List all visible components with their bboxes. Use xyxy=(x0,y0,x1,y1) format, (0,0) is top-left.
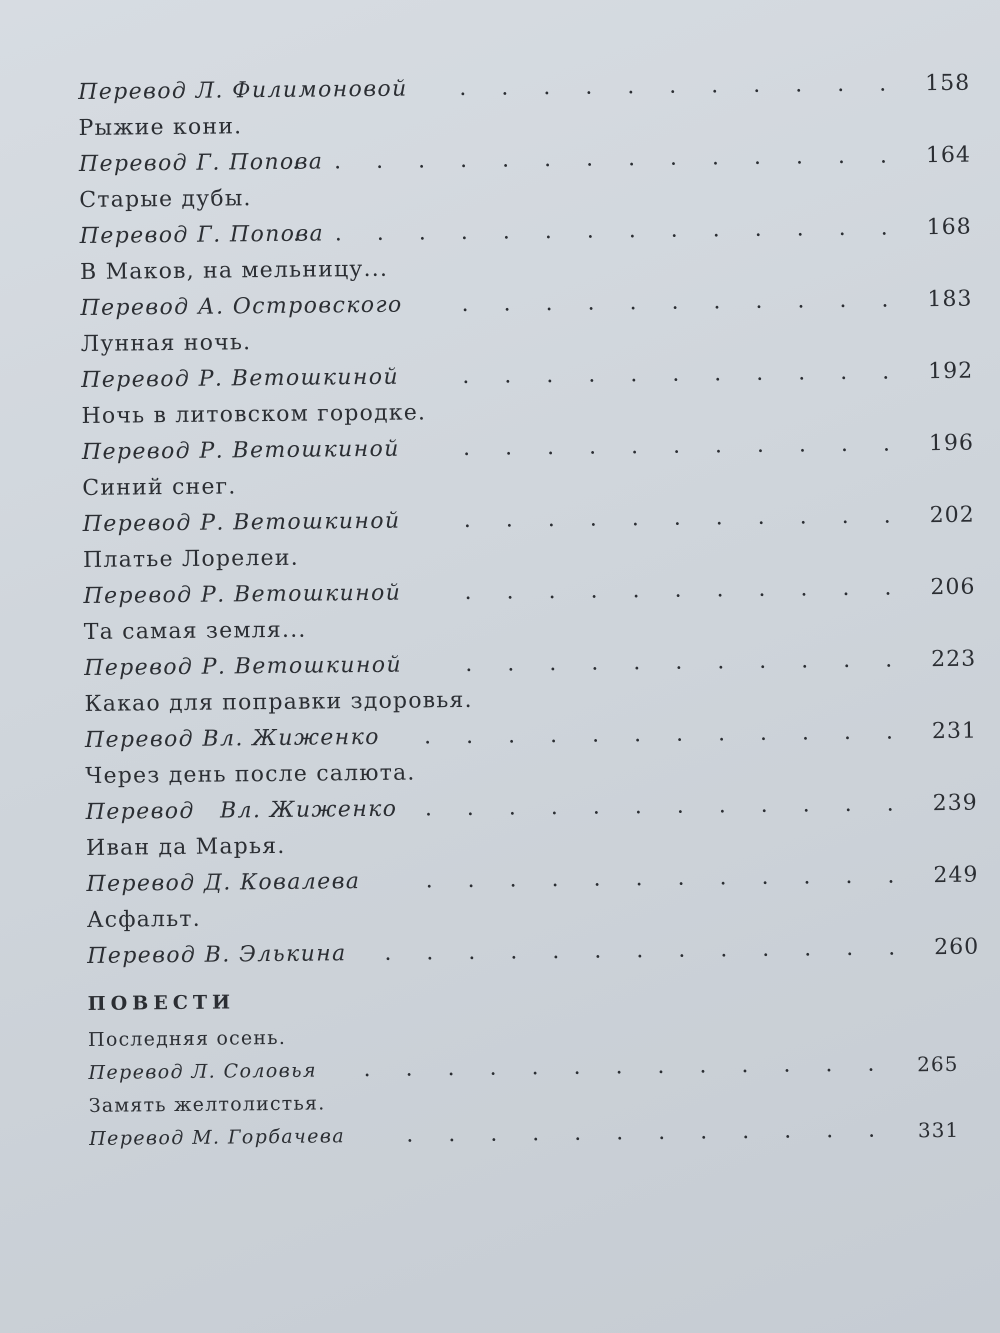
translator-line xyxy=(87,929,979,976)
leader-dots: . . . . . . . . . . . xyxy=(462,359,904,389)
story-title: Синий снег. xyxy=(82,474,237,501)
toc-entry xyxy=(81,391,974,472)
toc-entry xyxy=(78,103,971,184)
translator: Перевод Л. Филимоновой xyxy=(78,76,408,105)
page-number: 249 xyxy=(933,862,979,889)
page-number: 206 xyxy=(930,574,976,601)
leader-dots: . . . . . . . . . . . xyxy=(461,287,903,317)
page-number: 158 xyxy=(925,70,971,97)
toc-entry xyxy=(83,535,976,616)
story-title: Старые дубы. xyxy=(79,186,252,213)
page-number: 239 xyxy=(932,790,978,817)
translator: Перевод Д. Ковалева xyxy=(86,869,361,897)
toc-entry xyxy=(86,823,979,904)
leader-dots: . . . . . . . . . . . . xyxy=(424,791,908,822)
page-number: 231 xyxy=(931,718,978,745)
translator: Перевод Г. Попова xyxy=(79,221,325,249)
story-title: Та самая земля... xyxy=(83,617,307,645)
page-number: 223 xyxy=(931,646,977,673)
leader-dots: . . . . . . . . . . . xyxy=(465,647,907,677)
story-title: Замять желтолистья. xyxy=(88,1092,326,1117)
toc-entry xyxy=(82,463,975,544)
toc-entry xyxy=(81,319,974,400)
leader-dots: . . . . . . . . . . . xyxy=(464,575,906,605)
page-number: 331 xyxy=(917,1117,960,1143)
story-title: Асфальт. xyxy=(86,906,202,933)
translator: Перевод Л. Соловья xyxy=(88,1059,318,1084)
story-title: В Маков, на мельницу... xyxy=(79,256,389,285)
page-number: 202 xyxy=(929,502,975,529)
toc-entry xyxy=(84,607,977,688)
story-title: Иван да Марья. xyxy=(85,833,286,861)
leader-dots: . . . . . . . . . . . . xyxy=(423,719,908,750)
leader-dots: . . . . . . . . . . . . . . . xyxy=(292,215,902,247)
translator: Перевод Р. Ветошкиной xyxy=(81,436,400,465)
leader-dots: . . . . . . . . . . . . . . . xyxy=(291,143,902,175)
toc-entry xyxy=(84,679,977,760)
translator: Перевод Р. Ветошкиной xyxy=(84,652,403,681)
translator: Перевод Вл. Жиженко xyxy=(85,796,398,825)
translator: Перевод Вл. Жиженко xyxy=(84,724,380,753)
toc-entry xyxy=(80,247,973,328)
leader-dots: . . . . . . . . . . . . xyxy=(425,863,909,894)
toc-entry xyxy=(88,1015,981,1090)
story-title: Какао для поправки здоровья. xyxy=(84,687,473,717)
section-heading: ПОВЕСТИ xyxy=(87,991,236,1015)
translator: Перевод Р. Ветошкиной xyxy=(83,580,402,609)
leader-dots: . . . . . . . . . . . xyxy=(463,503,905,533)
toc-entry xyxy=(87,895,980,976)
page-number: 265 xyxy=(917,1051,959,1077)
story-title: Платье Лорелеи. xyxy=(82,545,300,573)
page-number: 260 xyxy=(934,934,980,961)
toc-entry xyxy=(79,175,972,256)
leader-dots: . . . . . . . . . . . xyxy=(462,431,905,461)
toc-entry xyxy=(85,751,978,832)
translator: Перевод М. Горбачева xyxy=(89,1125,346,1150)
story-title: Последняя осень. xyxy=(88,1026,287,1051)
story-title: Лунная ночь. xyxy=(80,330,252,357)
page-number: 196 xyxy=(928,430,975,457)
leader-dots: . . . . . . . . . . . xyxy=(459,71,901,102)
page-number: 168 xyxy=(926,214,972,241)
story-title: Рыжие кони. xyxy=(78,114,243,141)
story-title: Ночь в литовском городке. xyxy=(81,400,427,429)
translator: Перевод Р. Ветошкиной xyxy=(81,364,400,393)
leader-dots: . . . . . . . . . . . . . xyxy=(363,1051,889,1083)
page-number: 164 xyxy=(925,142,972,169)
page-number: 183 xyxy=(927,286,973,313)
leader-dots: . . . . . . . . . . . . xyxy=(406,1117,890,1148)
translator: Перевод Р. Ветошкиной xyxy=(82,508,401,537)
translator: Перевод А. Островского xyxy=(80,292,403,321)
leader-dots: . . . . . . . . . . . . . xyxy=(384,935,910,966)
table-of-contents xyxy=(78,65,981,1156)
page-number: 192 xyxy=(928,358,974,385)
story-title: Через день после салюта. xyxy=(85,760,416,789)
translator: Перевод В. Элькина xyxy=(87,941,347,969)
translator: Перевод Г. Попова xyxy=(78,149,324,177)
section-entries xyxy=(88,1015,981,1156)
toc-entry xyxy=(89,1081,982,1156)
